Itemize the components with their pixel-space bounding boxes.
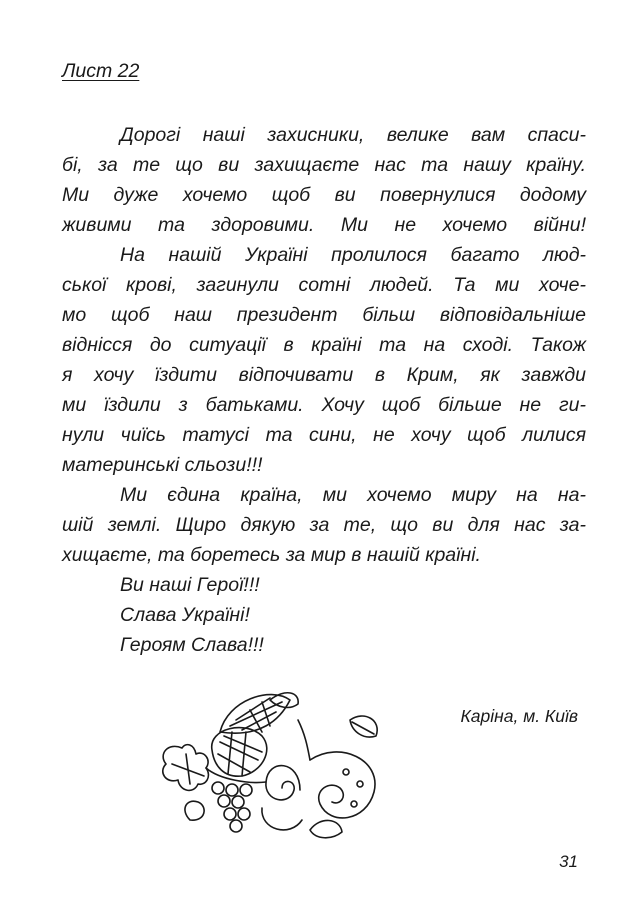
letter-line: Дорогі наші захисники, велике вам спаси-: [120, 124, 586, 146]
letter-body: [62, 120, 586, 660]
letter-line: Ми дуже хочемо щоб ви повернулися додому: [62, 184, 586, 206]
letter-signature: Каріна, м. Київ: [460, 706, 578, 726]
letter-title: Лист 22: [62, 60, 140, 82]
letter-line: материнські сльози!!!: [62, 454, 263, 476]
letter-line: бі, за те що ви захищаєте нас та нашу країну.: [62, 154, 586, 176]
page-number: 31: [559, 852, 578, 871]
letter-line: нули чиїсь татусі та сини, не хочу щоб лилися: [62, 424, 586, 446]
letter-line: Ви наші Герої!!!: [120, 574, 260, 596]
letter-line: шій землі. Щиро дякую за те, що ви для нас за-: [62, 514, 586, 536]
letter-line: мо щоб наш президент більш відповідальніше: [62, 304, 586, 326]
letter-line: хищаєте, та боретесь за мир в нашій країні.: [62, 544, 481, 566]
letter-line: Героям Слава!!!: [120, 634, 264, 656]
letter-line: живими та здоровими. Ми не хочемо війни!: [62, 214, 586, 236]
letter-line: я хочу їздити відпочивати в Крим, як завжди: [62, 364, 586, 386]
letter-line: віднісся до ситуації в країні та на сході. Також: [62, 334, 586, 356]
letter-line: Ми єдина країна, ми хочемо миру на на-: [120, 484, 586, 506]
letter-line: Слава Україні!: [120, 604, 250, 626]
floral-ornament-icon: [150, 680, 400, 850]
letter-line: ми їздили з батьками. Хочу щоб більше не ги-: [62, 394, 586, 416]
letter-line: ської крові, загинули сотні людей. Та ми хоче-: [62, 274, 586, 296]
letter-line: На нашій Україні пролилося багато люд-: [120, 244, 586, 266]
